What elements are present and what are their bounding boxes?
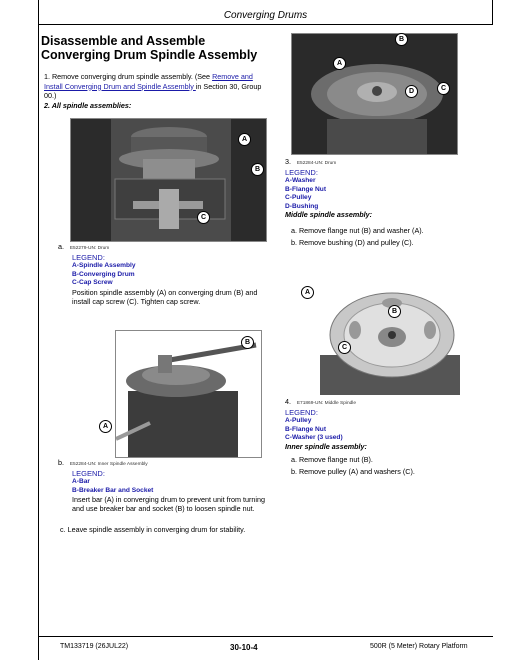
fig-3-legend-item: C-Pulley (285, 194, 312, 201)
fig-4-marker: 4. (285, 397, 291, 406)
footer-product: 500R (5 Meter) Rotary Platform (370, 643, 468, 650)
callout-b-fig-a: B (251, 163, 264, 176)
fig-4-id: E71869-UN: Middle Spindle (296, 401, 357, 406)
fig-a-legend-item: B-Converging Drum (72, 270, 135, 278)
step-4a: a. Remove flange nut (B). (291, 455, 373, 464)
step-3b: b. Remove bushing (D) and pulley (C). (291, 238, 414, 247)
callout-c-fig-4: C (338, 341, 351, 354)
section-heading (38, 30, 268, 66)
page-header-title: Converging Drums (223, 10, 308, 21)
fig-3-legend-item: D-Bushing (285, 202, 319, 210)
fig-b-marker: b. (58, 458, 64, 467)
callout-a-fig-4: A (301, 286, 314, 299)
fig-a-description: Position spindle assembly (A) on converging drum (B) and install cap screw (C). Tighten cap screw. (72, 287, 258, 306)
photo-middle-spindle (291, 33, 458, 155)
fig-3-legend-item: A-Washer (285, 177, 316, 184)
footer-page-number: 30-10-4 (230, 643, 258, 652)
fig-4-legend-title: LEGEND: (285, 407, 318, 417)
step-4b: b. Remove pulley (A) and washers (C). (291, 467, 415, 476)
step-1-link[interactable]: Remove and Install Converging Drum and Spindle Assembly (44, 72, 253, 91)
fig-b-legend-item: A-Bar (72, 478, 90, 485)
step-1-suffix: in Section 30, Group 00.) (44, 81, 262, 100)
callout-a-fig-3: A (333, 57, 346, 70)
callout-c-fig-3: C (437, 82, 450, 95)
photo-breaker-bar-drawing (116, 331, 261, 457)
photo-breaker-bar (115, 330, 262, 458)
fig-4-legend-item: A-Pulley (285, 417, 312, 424)
caption-fig-b (58, 459, 268, 513)
fig-4-legend-item: C-Washer (3 used) (285, 434, 343, 441)
callout-b-fig-b: B (241, 336, 254, 349)
callout-b-fig-3: B (395, 33, 408, 46)
step-1 (44, 72, 266, 101)
fig-3-subtitle: Middle spindle assembly: (285, 210, 373, 219)
fig-3-legend-title: LEGEND: (285, 167, 318, 177)
fig-3-id: E52284-UN: Drum (296, 161, 337, 166)
fig-a-marker: a. (58, 242, 64, 251)
step-1-text: 1. Remove converging drum spindle assembly. (See (44, 72, 213, 81)
fig-b-description: Insert bar (A) in converging drum to prevent unit from turning and use breaker bar and socket (B) to loosen spindle nut. (72, 495, 265, 513)
callout-a-fig-a: A (238, 133, 251, 146)
step-2c: c. Leave spindle assembly in converging drum for stability. (60, 525, 246, 534)
fig-a-id: E52279-UN: Drum (69, 246, 110, 251)
fig-3-marker: 3. (285, 157, 291, 166)
section-title: Disassemble and Assemble Converging Drum Spindle Assembly (41, 34, 258, 62)
photo-spindle-drawing (71, 119, 266, 241)
photo-inner-spindle-drawing (320, 285, 460, 395)
footer-rule (38, 636, 493, 637)
photo-inner-spindle (320, 285, 460, 395)
caption-fig-3 (285, 158, 485, 220)
fig-b-legend-item: B-Breaker Bar and Socket (72, 486, 154, 494)
page-frame-left (38, 0, 39, 660)
step-3a: a. Remove flange nut (B) and washer (A). (291, 226, 424, 235)
caption-fig-4 (285, 398, 485, 451)
callout-c-fig-a: C (197, 211, 210, 224)
callout-b-fig-4: B (388, 305, 401, 318)
footer-doc-id: TM133719 (26JUL22) (60, 643, 129, 650)
fig-3-legend-item: B-Flange Nut (285, 185, 327, 193)
fig-b-legend-title: LEGEND: (72, 468, 105, 478)
header-rule (38, 24, 493, 25)
callout-d-fig-3: D (405, 85, 418, 98)
fig-4-legend-item: B-Flange Nut (285, 425, 327, 433)
step-2: 2. All spindle assemblies: (44, 101, 132, 110)
fig-a-legend-title: LEGEND: (72, 252, 105, 262)
photo-middle-spindle-drawing (292, 34, 457, 154)
fig-b-id: E52284-UN: Inner Spindle Assembly (69, 462, 148, 467)
fig-a-legend-item: A-Spindle Assembly (72, 262, 136, 269)
fig-a-legend-item: C-Cap Screw (72, 279, 113, 286)
caption-fig-a (58, 243, 268, 306)
fig-4-subtitle: Inner spindle assembly: (285, 441, 367, 451)
callout-a-fig-b: A (99, 420, 112, 433)
